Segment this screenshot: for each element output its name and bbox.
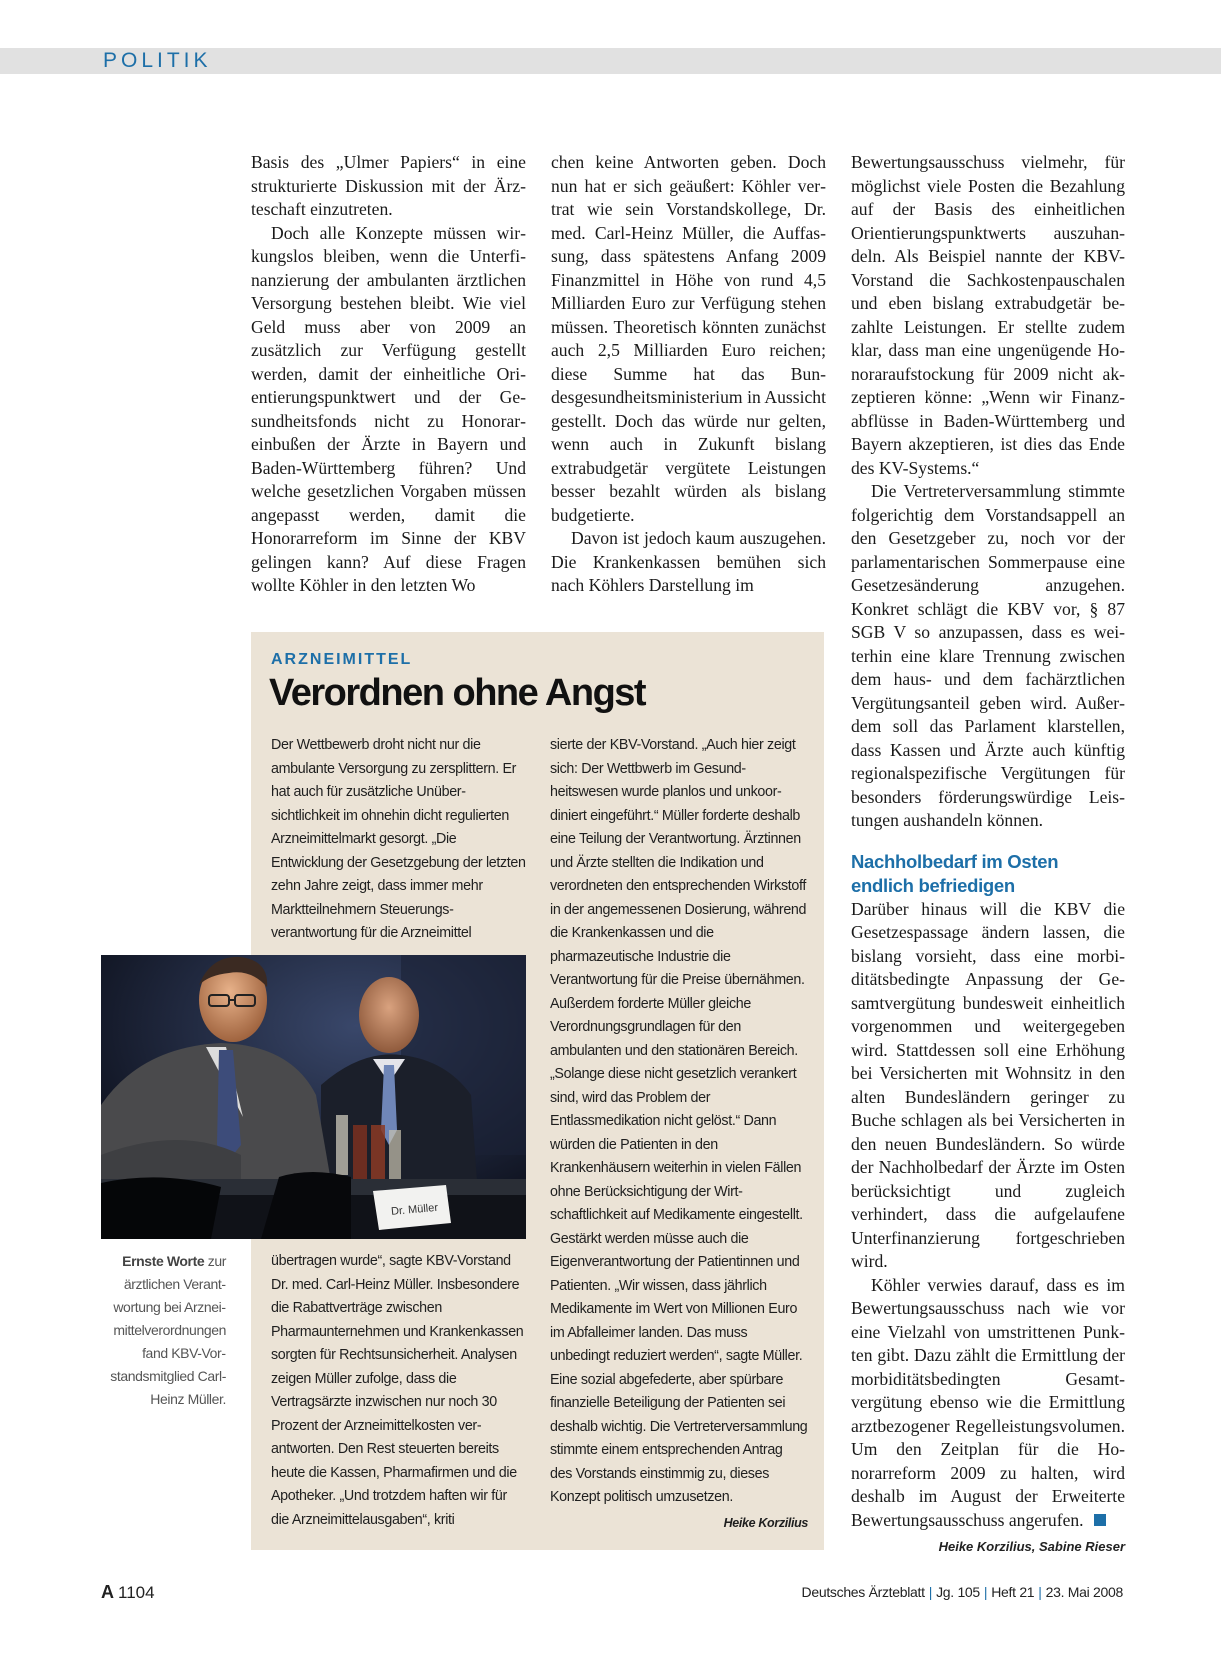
photo-illustration xyxy=(101,955,526,1239)
journal-name: Deutsches Ärzteblatt xyxy=(801,1584,925,1600)
article-column-2 xyxy=(551,151,826,598)
photo-caption xyxy=(86,1250,226,1411)
page-prefix: A xyxy=(101,1582,114,1602)
paragraph: Die Vertreterversammlung stimmte folgerichtig dem Vorstandsappell an den Gesetzgeber zu, noch vor der parlamentarischen Sommerpause eine Gesetzesänderung anzugehen. Konkret schlägt die KBV vor, § 87 SGB V so anzupassen, dass es weiterhin eine klare Trennung zwischen dem haus- und dem fachärztlichen Vergütungsanteil geben wird. Außerdem soll das Parlament klarstellen, dass Kassen und Ärzte auch künftig regionalspezifische Vergütungen für besonders förderungswürdige Leistungen aushandeln können. xyxy=(851,481,1125,830)
box-title: Verordnen ohne Angst xyxy=(269,672,646,714)
journal-date: 23. Mai 2008 xyxy=(1045,1584,1123,1600)
author-signature: Heike Korzilius, Sabine Rieser xyxy=(938,1539,1125,1554)
box-column-1-top xyxy=(271,734,526,946)
paragraph: Davon ist jedoch kaum auszugehen. Die Krankenkassen bemühen sich nach Köhlers Darstellung im xyxy=(551,528,826,595)
separator: | xyxy=(928,1584,933,1600)
box-kicker: ARZNEIMITTEL xyxy=(271,651,413,668)
paragraph: Bewertungsausschuss vielmehr, für möglichst viele Posten die Bezahlung auf der Basis des einheitlichen Orientierungspunktwerts auszuhandeln. Als Beispiel nannte der KBV-Vorstand die Sachkostenpauschalen und eben bislang extrabudgetär bezahlte Leistungen. Er stellte zudem klar, dass man eine ungenügende Honoraraufstockung für 2009 nicht akzeptieren könne: „Wenn wir Finanzabflüsse in Baden-Württemberg und Bayern akzeptieren, ist dies das Ende des KV-Systems.“ xyxy=(851,152,1125,478)
paragraph-text: Köhler verwies darauf, dass es im Bewertungsausschuss nach wie vor eine Vielzahl von umstrittenen Punkten gibt. Dazu zählt die Ermittlung der morbiditätsbedingten Gesamtvergütung ebenso wie die Ermittlung arztbezogener Regelleistungsvolumen. Um den Zeitplan für die Honorarreform 2009 zu halten, wird deshalb im August der Erweiterte Bewertungsausschuss angerufen. xyxy=(851,1274,1125,1530)
separator: | xyxy=(1038,1584,1042,1600)
box-paragraph xyxy=(550,734,808,1530)
page-number-value: 1104 xyxy=(118,1583,155,1602)
paragraph: Basis des „Ulmer Papiers“ in eine strukturierte Diskussion mit der Ärzteschaft einzutreten. xyxy=(251,152,526,219)
article-column-1 xyxy=(251,151,526,598)
box-column-1-bottom xyxy=(271,1250,526,1532)
page-number xyxy=(101,1582,155,1603)
box-paragraph: Der Wettbewerb droht nicht nur die ambulante Versorgung zu zersplittern. Er hat auch für zusätzliche Unübersichtlichkeit im ohnehin dicht regulierten Arzneimittelmarkt gesorgt. „Die Entwicklung der Gesetzgebung der letzten zehn Jahre zeigt, dass immer mehr Marktteilnehmern Steuerungsverantwortung für die Arzneimittel xyxy=(271,737,526,941)
caption-bold: Ernste Worte xyxy=(122,1253,205,1269)
photo-kbv-board xyxy=(101,955,526,1239)
paragraph-final xyxy=(851,1274,1125,1533)
paragraph: Darüber hinaus will die KBV die Gesetzespassage ändern lassen, die bislang vorsieht, dass eine morbiditätsbedingte Anpassung der Gesamtvergütung bundesweit einheitlich vorgenommen und weitergegeben wird. Stattdessen soll eine Erhöhung bei Versicherten mit Wohnsitz in den alten Bundesländern geringer zu Buche schlagen als bei Versicherten in den neuen Bundesländern. So würde der Nachholbedarf der Ärzte im Osten berücksichtigt und zugleich verhindert, dass die aufgelaufene Unterfinanzierung fortgeschrieben wird. xyxy=(851,898,1125,1271)
subheading: Nachholbedarf im Osten endlich befriedigen xyxy=(851,850,1059,896)
box-signature: Heike Korzilius xyxy=(723,1515,808,1530)
paragraph: chen keine Antworten geben. Doch nun hat er sich geäußert: Köhler vertrat wie sein Vorstandskollege, Dr. med. Carl-Heinz Müller, die Auffassung, dass spätestens Anfang 2009 Finanzmittel in Höhe von rund 4,5 Milliarden Euro zur Verfügung stehen müssen. Theoretisch könnten zunächst auch 2,5 Milliarden Euro reichen; diese Summe hat das Bundesgesundheitsministerium in Aussicht gestellt. Doch das würde nur gelten, wenn auch in Zukunft bislang extrabudgetär vergütete Leistungen besser bezahlt würden als bislang budgetierte. xyxy=(551,152,826,525)
section-label: POLITIK xyxy=(103,49,212,72)
journal-volume: Jg. 105 xyxy=(936,1584,980,1600)
journal-issue: Heft 21 xyxy=(991,1584,1035,1600)
box-paragraph: übertragen wurde“, sagte KBV-Vorstand Dr. med. Carl-Heinz Müller. Insbesondere die Rabattverträge zwischen Pharmaunternehmen und Krankenkassen sorgten für Rechtsunsicherheit. Analysen zeigen Müller zufolge, dass die Vertragsärzte inzwischen nur noch 30 Prozent der Arzneimittelkosten verantworten. Den Rest steuerten bereits heute die Kassen, Pharmafirmen und die Apotheker. „Und trotzdem haften wir für die Arzneimittelausgaben“, kriti xyxy=(271,1253,524,1528)
box-column-2 xyxy=(550,734,808,1535)
journal-footer xyxy=(802,1584,1123,1600)
caption-text: zur ärztlichen Verantwortung bei Arzneimittelverordnungen fand KBV-Vorstandsmitglied Carl-Heinz Müller. xyxy=(110,1253,226,1407)
article-column-3 xyxy=(851,151,1125,1559)
end-of-article-square-icon xyxy=(1094,1514,1106,1526)
nameplate-text: Dr. Müller xyxy=(390,1201,439,1218)
box-paragraph-text: sierte der KBV-Vorstand. „Auch hier zeigt sich: Der Wettbwerb im Gesundheitswesen wurde planlos und unkoordiniert eingeführt.“ Müller forderte deshalb eine Teilung der Verantwortung. Ärztinnen und Ärzte stellten die Indikation und verordneten den entsprechenden Wirkstoff in der angemessenen Dosierung, während die Krankenkassen und die pharmazeutische Industrie die Verantwortung für die Preise übernähmen. Außerdem forderte Müller gleiche Verordnungsgrundlagen für den ambulanten und den stationären Bereich. „Solange diese nicht gesetzlich verankert sind, wird das Problem der Entlassmedikation nicht gelöst.“ Dann würden die Patienten in den Krankenhäusern weiterhin in vielen Fällen ohne Berücksichtigung der Wirtschaftlichkeit auf Medikamente eingestellt. Gestärkt werden müsse auch die Eigenverantwortung der Patientinnen und Patienten. „Wir wissen, dass jährlich Medikamente im Wert von Millionen Euro im Abfalleimer landen. Das muss unbedingt reduziert werden“, sagte Müller. Eine sozial abgefederte, aber spürbare finanzielle Beteiligung der Patienten sei deshalb wichtig. Die Vertreterversammlung stimmte einem entsprechenden Antrag des Vorstands einstimmig zu, dieses Konzept politisch umzusetzen. xyxy=(550,737,808,1505)
separator: | xyxy=(983,1584,988,1600)
paragraph: Doch alle Konzepte müssen wirkungslos bleiben, wenn die Unterfinanzierung der ambulanten ärztlichen Versorgung bestehen bleibt. Wie viel Geld muss aber von 2009 an zusätzlich zur Verfügung gestellt werden, damit der einheitliche Orientierungspunktwert und der Gesundheitsfonds nicht zu Honorareinbußen der Ärzte in Bayern und Baden-Württemberg führen? Und welche gesetzlichen Vorgaben müssen angepasst werden, damit die Honorarreform im Sinne der KBV gelingen kann? Auf diese Fragen wollte Köhler in den letzten Wo xyxy=(251,222,526,595)
